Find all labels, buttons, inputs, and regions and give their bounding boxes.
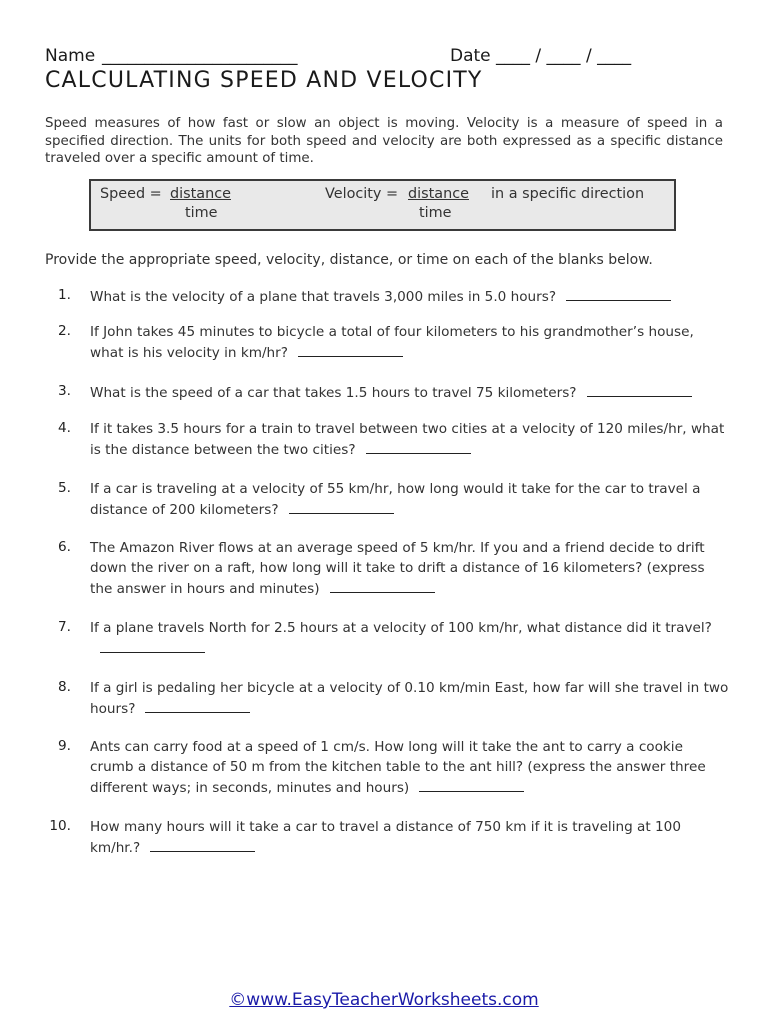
name-label: Name <box>45 46 96 66</box>
answer-blank[interactable] <box>366 439 471 454</box>
question-text: If a girl is pedaling her bicycle at a velocity of 0.10 km/min East, how far will she travel in two hours? <box>90 680 729 717</box>
answer-blank[interactable] <box>419 777 524 792</box>
question-number: 7. <box>58 619 71 635</box>
answer-blank[interactable] <box>145 698 250 713</box>
velocity-suffix: in a specific direction <box>491 186 645 202</box>
question-text: What is the speed of a car that takes 1.5 hours to travel 75 kilometers? <box>90 382 730 403</box>
question-number: 6. <box>58 539 71 555</box>
formula-box <box>89 179 676 231</box>
question-number: 8. <box>58 679 71 695</box>
name-blank[interactable]: _______________________ <box>102 46 298 66</box>
speed-label: Speed = <box>100 186 167 202</box>
question-text: If it takes 3.5 hours for a train to travel between two cities at a velocity of 120 miles/hr, what is the distance between the two cities? <box>90 421 725 458</box>
question-text: How many hours will it take a car to travel a distance of 750 km if it is traveling at 100 km/hr.? <box>90 819 681 856</box>
intro-paragraph: Speed measures of how fast or slow an object is moving. Velocity is a measure of speed in a specified direction. The units for both speed and velocity are both expressed as a specific distance traveled over a specific amount of time. <box>45 116 723 166</box>
question-number: 5. <box>58 480 71 496</box>
velocity-numerator: distance <box>408 186 469 202</box>
footer-link[interactable]: ©www.EasyTeacherWorksheets.com <box>229 990 539 1010</box>
date-label: Date <box>450 46 491 66</box>
question-number: 9. <box>58 738 71 754</box>
answer-blank[interactable] <box>587 382 692 397</box>
question-number: 2. <box>58 323 71 339</box>
question-text: If a car is traveling at a velocity of 55 km/hr, how long would it take for the car to travel a distance of 200 kilometers? <box>90 481 701 518</box>
instructions: Provide the appropriate speed, velocity, distance, or time on each of the blanks below. <box>45 252 653 268</box>
velocity-label: Velocity = <box>325 186 403 202</box>
answer-blank[interactable] <box>150 837 255 852</box>
answer-blank[interactable] <box>566 286 671 301</box>
question-number: 10. <box>49 818 71 834</box>
question-number: 4. <box>58 420 71 436</box>
speed-denominator: time <box>185 205 218 221</box>
question-text: What is the velocity of a plane that travels 3,000 miles in 5.0 hours? <box>90 286 730 307</box>
answer-blank[interactable] <box>100 638 205 653</box>
answer-blank[interactable] <box>298 342 403 357</box>
date-blank[interactable]: ____ / ____ / ____ <box>496 46 632 66</box>
question-text: Ants can carry food at a speed of 1 cm/s. How long will it take the ant to carry a cookie crumb a distance of 50 m from the kitchen table to the ant hill? (express the answer three different ways; in seconds, minutes and hours) <box>90 739 706 796</box>
page-title: CALCULATING SPEED AND VELOCITY <box>45 68 483 93</box>
answer-blank[interactable] <box>330 578 435 593</box>
question-number: 1. <box>58 287 71 303</box>
question-text: If John takes 45 minutes to bicycle a total of four kilometers to his grandmother’s house, what is his velocity in km/hr? <box>90 324 694 361</box>
question-text: If a plane travels North for 2.5 hours at a velocity of 100 km/hr, what distance did it travel? <box>90 618 730 659</box>
question-number: 3. <box>58 383 71 399</box>
velocity-denominator: time <box>419 205 452 221</box>
question-text: The Amazon River flows at an average speed of 5 km/hr. If you and a friend decide to drift down the river on a raft, how long will it take to drift a distance of 16 kilometers? (express the answer in hours and minutes) <box>90 540 705 597</box>
answer-blank[interactable] <box>289 499 394 514</box>
speed-numerator: distance <box>170 186 231 202</box>
